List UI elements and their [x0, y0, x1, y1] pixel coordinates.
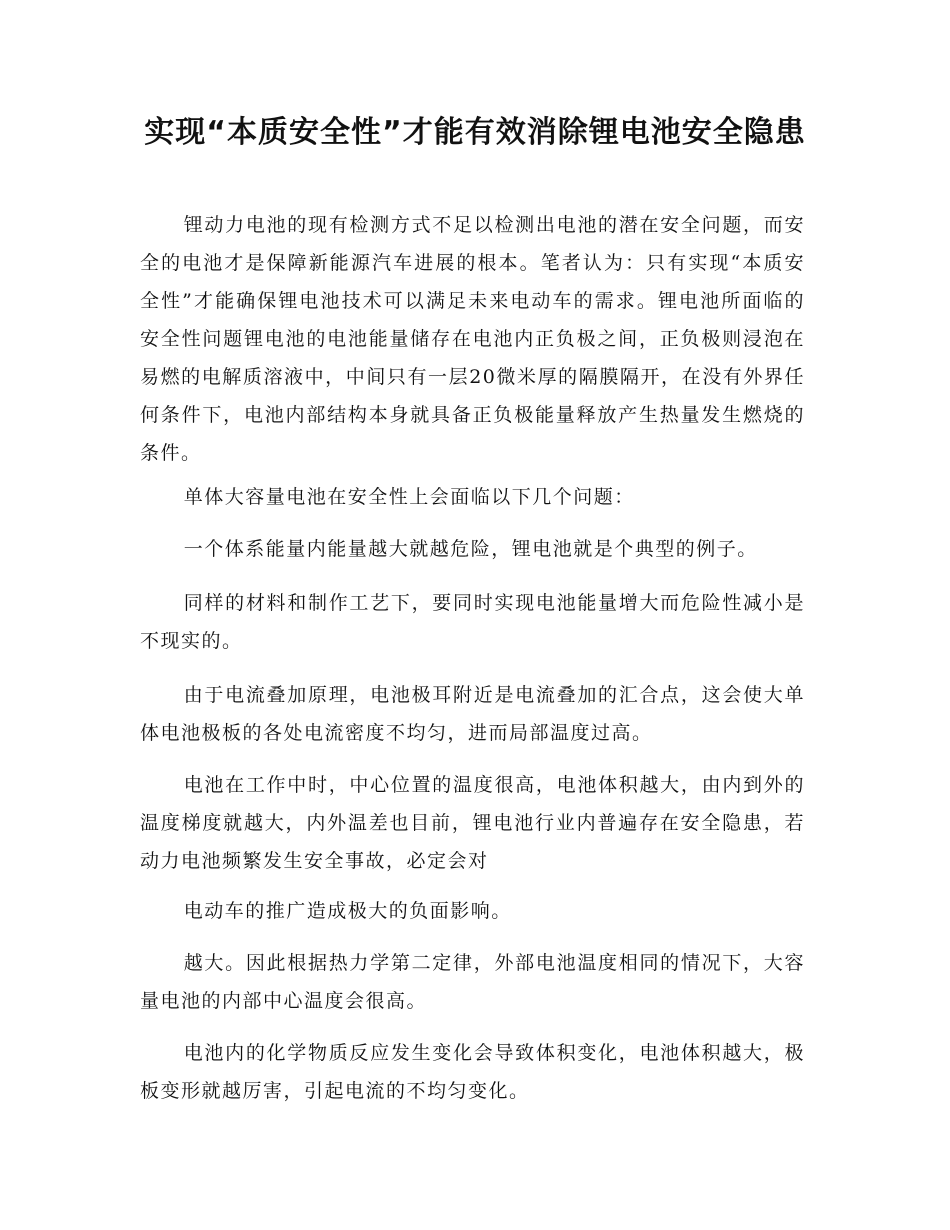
paragraph-ev-impact: 电动车的推广造成极大的负面影响。 — [183, 900, 512, 922]
paragraph-problems-heading: 单体大容量电池在安全性上会面临以下几个问题： — [183, 486, 635, 508]
paragraph-thermodynamics: 越大。因此根据热力学第二定律，外部电池温度相同的情况下，大容量电池的内部中心温度会很高。 — [140, 952, 805, 1012]
paragraph-intro: 锂动力电池的现有检测方式不足以检测出电池的潜在安全问题，而安全的电池才是保障新能源汽车进展的根本。笔者认为：只有实现“本质安全性”才能确保锂电池技术可以满足未来电动车的需求。锂电池所面临的安全性问题锂电池的电池能量储存在电池内正负极之间，正负极则浸泡在易燃的电解质溶液中，中间只有一层20微米厚的隔膜隔开，在没有外界任何条件下，电池内部结构本身就具备正负极能量释放产生热量发生燃烧的条件。 — [140, 214, 805, 464]
paragraph-temperature-gradient: 电池在工作中时，中心位置的温度很高，电池体积越大，由内到外的温度梯度就越大，内外温差也目前，锂电池行业内普遍存在安全隐患，若动力电池频繁发生安全事故，必定会对 — [140, 774, 805, 872]
paragraph-energy-risk: 一个体系能量内能量越大就越危险，锂电池就是个典型的例子。 — [183, 538, 758, 560]
paragraph-current-superposition: 由于电流叠加原理，电池极耳附近是电流叠加的汇合点，这会使大单体电池极板的各处电流密度不均匀，进而局部温度过高。 — [140, 684, 805, 744]
document-title: 实现“本质安全性”才能有效消除锂电池安全隐患 — [144, 115, 806, 150]
paragraph-volume-change: 电池内的化学物质反应发生变化会导致体积变化，电池体积越大，极板变形就越厉害，引起电流的不均匀变化。 — [140, 1042, 805, 1102]
paragraph-materials: 同样的材料和制作工艺下，要同时实现电池能量增大而危险性减小是不现实的。 — [140, 592, 805, 652]
